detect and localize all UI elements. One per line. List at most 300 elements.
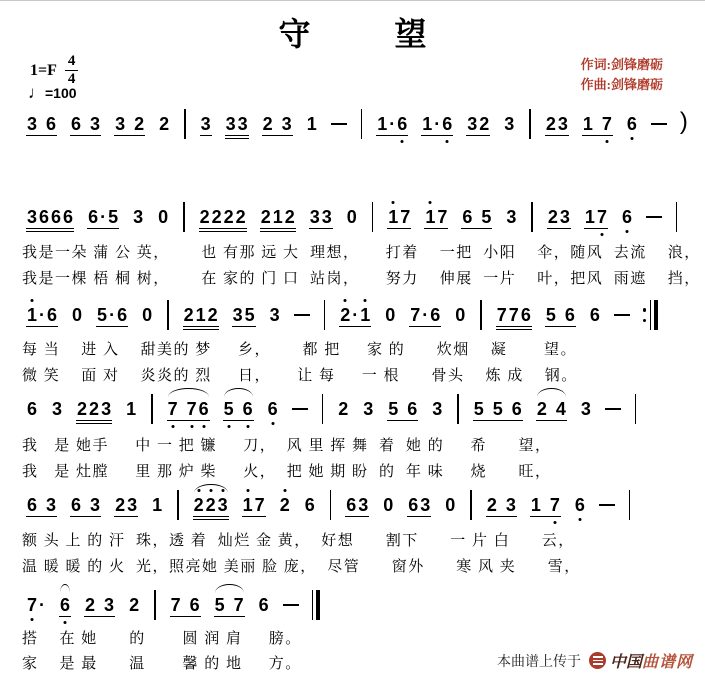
note-group — [200, 115, 212, 133]
note-digit: · — [39, 305, 46, 325]
note-group — [621, 208, 633, 226]
note-digit: 2 — [547, 207, 558, 227]
beam-underline — [545, 326, 576, 328]
beam-underline — [547, 228, 571, 230]
beam-underline — [260, 231, 296, 233]
barline — [372, 202, 374, 232]
note-group — [26, 115, 57, 133]
note-group — [70, 496, 101, 514]
octave-dot-high — [364, 299, 367, 302]
note-digit: 6 — [47, 305, 58, 325]
octave-dot-low — [31, 618, 34, 621]
note-group — [267, 400, 279, 418]
note-digit: 3 — [467, 114, 478, 134]
beam-underline — [424, 228, 448, 230]
note-digit: 6 — [396, 115, 408, 133]
note-group — [431, 400, 443, 418]
beam-underline — [59, 616, 71, 618]
note-digit: 1 — [195, 305, 206, 325]
music-line-6 — [26, 587, 695, 623]
beam-underline — [200, 135, 212, 137]
beam-underline — [84, 616, 115, 618]
note-group — [26, 306, 58, 324]
note-digit: 3 — [504, 114, 515, 134]
octave-dot-high — [429, 201, 432, 204]
beam-underline — [242, 516, 266, 518]
note-digit: 6 — [27, 399, 38, 419]
duration-dash — [651, 123, 667, 126]
note-group — [167, 400, 210, 418]
beam-underline — [466, 135, 490, 137]
music-line-3 — [26, 297, 695, 333]
note-digit: 3 — [115, 114, 126, 134]
note-digit: 1 — [126, 399, 137, 419]
duration-dash — [294, 314, 310, 317]
note-digit: 2 — [129, 595, 140, 615]
note-digit: 0 — [383, 495, 394, 515]
note-digit: 7 — [170, 595, 181, 615]
watermark — [497, 649, 693, 672]
note-group — [503, 115, 515, 133]
barline — [184, 109, 186, 139]
note-group — [545, 306, 576, 324]
beam-underline — [26, 326, 58, 328]
duration-dash — [614, 314, 630, 317]
note-group — [339, 306, 371, 324]
note-group — [51, 400, 63, 418]
note-group — [158, 115, 170, 133]
octave-dot-high — [246, 489, 249, 492]
barline — [183, 202, 185, 232]
beam-underline — [26, 228, 74, 230]
octave-dot-low — [625, 230, 628, 233]
barline — [635, 394, 637, 424]
beam-underline — [545, 135, 569, 137]
octave-dot-high — [392, 201, 395, 204]
beam-underline — [199, 231, 247, 233]
note-digit: 2 — [77, 399, 88, 419]
duration-dash — [331, 123, 347, 126]
slur-arc — [215, 584, 244, 593]
duration-dash — [292, 408, 308, 411]
note-group — [260, 208, 296, 226]
lyric-line-1: 我是一朵 蒲 公 英， 也 有那 远 大 理想， 打着 一把 小阳 伞，随风 去流 浪， — [22, 245, 701, 261]
note-group — [421, 115, 453, 133]
beam-underline — [183, 329, 219, 331]
octave-dot-low — [553, 521, 556, 524]
barline — [361, 109, 363, 139]
note-group — [223, 400, 254, 418]
note-digit: 3 — [237, 114, 248, 134]
octave-dot-high — [31, 299, 34, 302]
note-digit: 0 — [72, 305, 83, 325]
note-group — [71, 306, 83, 324]
beam-underline — [223, 420, 254, 422]
note-group — [496, 306, 532, 324]
note-group — [128, 596, 140, 614]
beam-underline — [584, 228, 608, 230]
note-digit: 1 — [582, 114, 593, 134]
note-digit: 3 — [358, 495, 369, 515]
note-group — [337, 400, 349, 418]
note-digit: 3 — [557, 114, 568, 134]
note-digit: 1 — [242, 496, 254, 514]
octave-dot-high — [283, 489, 286, 492]
note-group — [114, 115, 145, 133]
octave-dot-low — [630, 137, 633, 140]
octave-dot-high — [344, 299, 347, 302]
duration-dash — [605, 408, 621, 411]
note-digit: 3 — [27, 114, 38, 134]
note-group — [505, 208, 517, 226]
note-group — [584, 208, 608, 226]
lyric-line-2: 我是一棵 梧 桐 树， 在 家的 门 口 站岗， 努力 伸展 一片 叶，把风 雨遮 挡， — [22, 271, 701, 287]
beam-underline — [26, 231, 74, 233]
note-digit: 3 — [52, 399, 63, 419]
barline — [480, 300, 482, 330]
lyric-line-7: 额 头 上 的 汗 珠，透 着 灿烂 金 黄， 好想 割下 一 片 白 云， — [22, 533, 575, 549]
note-digit: · — [100, 207, 107, 227]
slur-arc — [224, 388, 253, 397]
note-group — [545, 115, 569, 133]
note-group — [262, 115, 293, 133]
repeat-dots — [643, 308, 647, 322]
music-line-1 — [26, 106, 695, 142]
note-digit: 6 — [407, 399, 418, 419]
note-group — [157, 208, 169, 226]
lyric-line-10: 家 是 最 温 馨 的 地 方。 — [22, 656, 302, 672]
note-group — [407, 496, 431, 514]
note-digit: · — [109, 305, 116, 325]
slur-arc — [60, 584, 70, 593]
note-group — [199, 208, 247, 226]
beam-underline — [339, 326, 371, 328]
note-digit: 3 — [309, 207, 320, 227]
note-digit: 6 — [408, 495, 419, 515]
note-digit: 6 — [267, 400, 279, 418]
note-digit: 3 — [432, 399, 443, 419]
note-group — [536, 400, 567, 418]
note-group — [454, 306, 466, 324]
note-digit: 2 — [223, 207, 234, 227]
note-group — [242, 496, 266, 514]
note-group — [193, 496, 229, 514]
beam-underline — [70, 135, 101, 137]
beam-underline — [96, 326, 128, 328]
beam-underline — [26, 516, 57, 518]
slur-arc — [537, 388, 566, 397]
note-digit: 7 — [167, 400, 179, 418]
note-digit: 2 — [279, 496, 291, 514]
note-digit: 3 — [559, 207, 570, 227]
octave-dot-low — [600, 233, 603, 236]
note-digit: 7 — [549, 496, 561, 514]
note-group — [87, 208, 119, 226]
duration-dash — [599, 504, 615, 507]
note-digit: · — [422, 305, 429, 325]
barline — [529, 109, 531, 139]
repeat-end-barline — [643, 300, 658, 330]
note-group — [183, 306, 219, 324]
note-group — [376, 115, 408, 133]
note-digit: 6 — [511, 399, 522, 419]
music-line-4 — [26, 391, 695, 427]
lyric-line-9: 搭 在 她 的 圆 润 肩 膀。 — [22, 631, 302, 647]
barline — [322, 394, 324, 424]
time-signature-denominator: 4 — [65, 70, 79, 88]
note-digit: 3 — [127, 495, 138, 515]
note-digit: 2 — [207, 305, 218, 325]
note-digit: 7 — [26, 596, 38, 614]
note-digit: 3 — [90, 114, 101, 134]
quarter-note-icon: ♩ — [28, 83, 45, 102]
barline — [151, 394, 153, 424]
note-digit: 6 — [46, 114, 57, 134]
beam-underline — [421, 135, 453, 137]
barline — [167, 300, 169, 330]
note-digit: 2 — [159, 114, 170, 134]
note-digit: 6 — [27, 495, 38, 515]
note-group — [225, 115, 249, 133]
note-group — [473, 400, 523, 418]
note-digit: 5 — [223, 400, 235, 418]
note-group — [132, 208, 144, 226]
lyric-line-4: 微 笑 面 对 炎炎的 烈 日， 让 每 一 根 骨头 炼 成 钢。 — [22, 368, 578, 384]
beam-underline — [232, 326, 256, 328]
note-digit: 6 — [441, 115, 453, 133]
note-group — [96, 306, 128, 324]
note-digit: 3 — [101, 399, 112, 419]
note-digit: 1 — [26, 306, 38, 324]
note-digit: 3 — [133, 207, 144, 227]
tempo-value: =100 — [45, 85, 77, 101]
octave-dot-low — [401, 140, 404, 143]
note-digit: 3 — [269, 305, 280, 325]
music-line-5 — [26, 487, 695, 523]
beam-underline — [309, 228, 333, 230]
site-logo-icon — [589, 652, 606, 669]
note-digit: 3 — [200, 114, 211, 134]
note-group — [114, 496, 138, 514]
beam-underline — [345, 516, 369, 518]
note-group — [345, 496, 369, 514]
music-line-2 — [26, 199, 695, 235]
note-group — [384, 306, 396, 324]
note-group — [269, 306, 281, 324]
note-digit: 2 — [260, 207, 271, 227]
note-digit: 2 — [193, 496, 205, 514]
beam-underline — [376, 135, 408, 137]
note-digit: 4 — [555, 399, 566, 419]
lyricist-credit: 作词:剑锋磨砺 — [580, 57, 663, 72]
note-digit: 2 — [199, 207, 210, 227]
note-digit: 7 — [186, 400, 198, 418]
note-group — [170, 596, 201, 614]
slur-arc — [194, 484, 228, 493]
note-group — [258, 596, 270, 614]
lyric-line-3: 每 当 进 入 甜美的 梦 乡， 都 把 家 的 炊烟 凝 望。 — [22, 342, 578, 358]
note-digit: 7 — [596, 208, 608, 226]
note-group — [387, 400, 418, 418]
note-digit: 3 — [232, 305, 243, 325]
octave-dot-low — [605, 140, 608, 143]
note-digit: 7 — [437, 207, 448, 227]
note-group — [59, 596, 71, 614]
octave-dot-low — [227, 425, 230, 428]
beam-underline — [26, 135, 57, 137]
barline — [457, 394, 459, 424]
beam-underline — [87, 228, 119, 230]
note-digit: 6 — [88, 207, 99, 227]
note-group — [626, 115, 638, 133]
beam-underline — [114, 135, 145, 137]
octave-dot-low — [446, 140, 449, 143]
note-digit: 2 — [338, 399, 349, 419]
octave-dot-low — [171, 425, 174, 428]
note-digit: 0 — [445, 495, 456, 515]
note-group — [589, 306, 601, 324]
barline — [531, 202, 533, 232]
note-group — [26, 400, 38, 418]
note-group — [26, 496, 57, 514]
octave-dot-low — [578, 518, 581, 521]
note-digit: 2 — [211, 207, 222, 227]
note-digit: 7 — [496, 305, 507, 325]
note-digit: 0 — [142, 305, 153, 325]
note-digit: 1 — [152, 495, 163, 515]
note-digit: 1 — [584, 207, 595, 227]
note-group — [346, 208, 358, 226]
note-digit: 2 — [85, 595, 96, 615]
note-digit: 6 — [71, 495, 82, 515]
note-digit: 1 — [387, 208, 399, 226]
note-group — [279, 496, 291, 514]
note-digit: 6 — [462, 207, 473, 227]
note-digit: 3 — [580, 399, 591, 419]
note-digit: 3 — [420, 495, 431, 515]
note-digit: 6 — [258, 595, 269, 615]
watermark-site-name: 中国 — [609, 654, 642, 671]
note-digit: 6 — [198, 400, 210, 418]
note-group — [486, 496, 517, 514]
key-signature-label: 1=F — [30, 61, 57, 79]
note-digit: 6 — [564, 305, 575, 325]
note-group — [547, 208, 571, 226]
note-digit: 3 — [104, 595, 115, 615]
beam-underline — [114, 516, 138, 518]
beam-underline — [496, 329, 532, 331]
beam-underline — [199, 228, 247, 230]
note-digit: 7 — [400, 207, 411, 227]
beam-underline — [496, 326, 532, 328]
note-digit: 2 — [183, 305, 194, 325]
lyric-line-6: 我 是 灶膛 里 那 炉 柴 火， 把 她 期 盼 的 年 味 烧 旺， — [22, 464, 552, 480]
beam-underline — [225, 138, 249, 140]
watermark-text: 本曲谱上传于 — [496, 654, 581, 670]
beam-underline — [225, 135, 249, 137]
note-digit: 7 — [233, 595, 244, 615]
beam-underline — [582, 135, 613, 137]
tempo-marking — [28, 83, 77, 103]
duration-dash — [646, 216, 662, 219]
note-group — [362, 400, 374, 418]
note-digit: 1 — [530, 495, 541, 515]
note-digit: 3 — [281, 114, 292, 134]
note-digit: 0 — [455, 305, 466, 325]
note-digit: 2 — [545, 114, 556, 134]
note-digit: · — [39, 595, 46, 615]
note-digit: 2 — [134, 114, 145, 134]
beam-underline — [70, 516, 101, 518]
note-group — [214, 596, 245, 614]
composer-credit: 作曲:剑锋磨砺 — [580, 77, 663, 93]
beam-underline — [214, 616, 245, 618]
beam-underline — [486, 516, 517, 518]
note-digit: 1 — [306, 114, 317, 134]
note-digit: 2 — [536, 399, 547, 419]
note-digit: 2 — [205, 496, 217, 514]
beam-underline — [170, 616, 201, 618]
note-group — [580, 400, 592, 418]
note-digit: 2 — [89, 399, 100, 419]
note-digit: 5 — [108, 207, 119, 227]
barline — [177, 490, 179, 520]
note-digit: 6 — [520, 305, 531, 325]
note-digit: 1 — [424, 208, 436, 226]
note-digit: 2 — [235, 207, 246, 227]
note-group — [574, 496, 586, 514]
beam-underline — [76, 420, 112, 422]
note-digit: 3 — [225, 114, 236, 134]
note-digit: 0 — [385, 305, 396, 325]
note-digit: 3 — [90, 495, 101, 515]
octave-dot-low — [271, 422, 274, 425]
beam-underline — [262, 135, 293, 137]
beam-underline — [473, 420, 523, 422]
beam-underline — [461, 228, 492, 230]
note-digit: 7 — [254, 495, 265, 515]
time-signature-numerator: 4 — [67, 53, 76, 69]
note-digit: 1 — [272, 207, 283, 227]
note-group — [26, 596, 46, 614]
lyric-line-8: 温 暖 暖 的 火 光，照亮她 美丽 脸 庞， 尽管 窗外 寒 风 夹 雪， — [22, 559, 581, 575]
note-digit: 6 — [242, 400, 254, 418]
final-barline — [312, 590, 320, 620]
note-digit: 6 — [621, 208, 633, 226]
beam-underline — [76, 423, 112, 425]
beam-underline — [407, 516, 431, 518]
note-digit: 1 — [422, 114, 433, 134]
note-group — [232, 306, 256, 324]
note-digit: 5 — [481, 207, 492, 227]
note-group — [26, 208, 74, 226]
note-digit: 5 — [473, 399, 484, 419]
beam-underline — [536, 420, 567, 422]
note-digit: 7 — [410, 305, 421, 325]
note-digit: 3 — [27, 207, 38, 227]
note-group — [70, 115, 101, 133]
barline — [330, 490, 332, 520]
note-digit: 3 — [506, 207, 517, 227]
note-digit: 0 — [158, 207, 169, 227]
note-group — [76, 400, 112, 418]
beam-underline — [167, 420, 210, 422]
note-group — [304, 496, 316, 514]
note-digit: 3 — [363, 399, 374, 419]
barline — [470, 490, 472, 520]
note-digit: 2 — [284, 207, 295, 227]
note-digit: · — [352, 305, 359, 325]
